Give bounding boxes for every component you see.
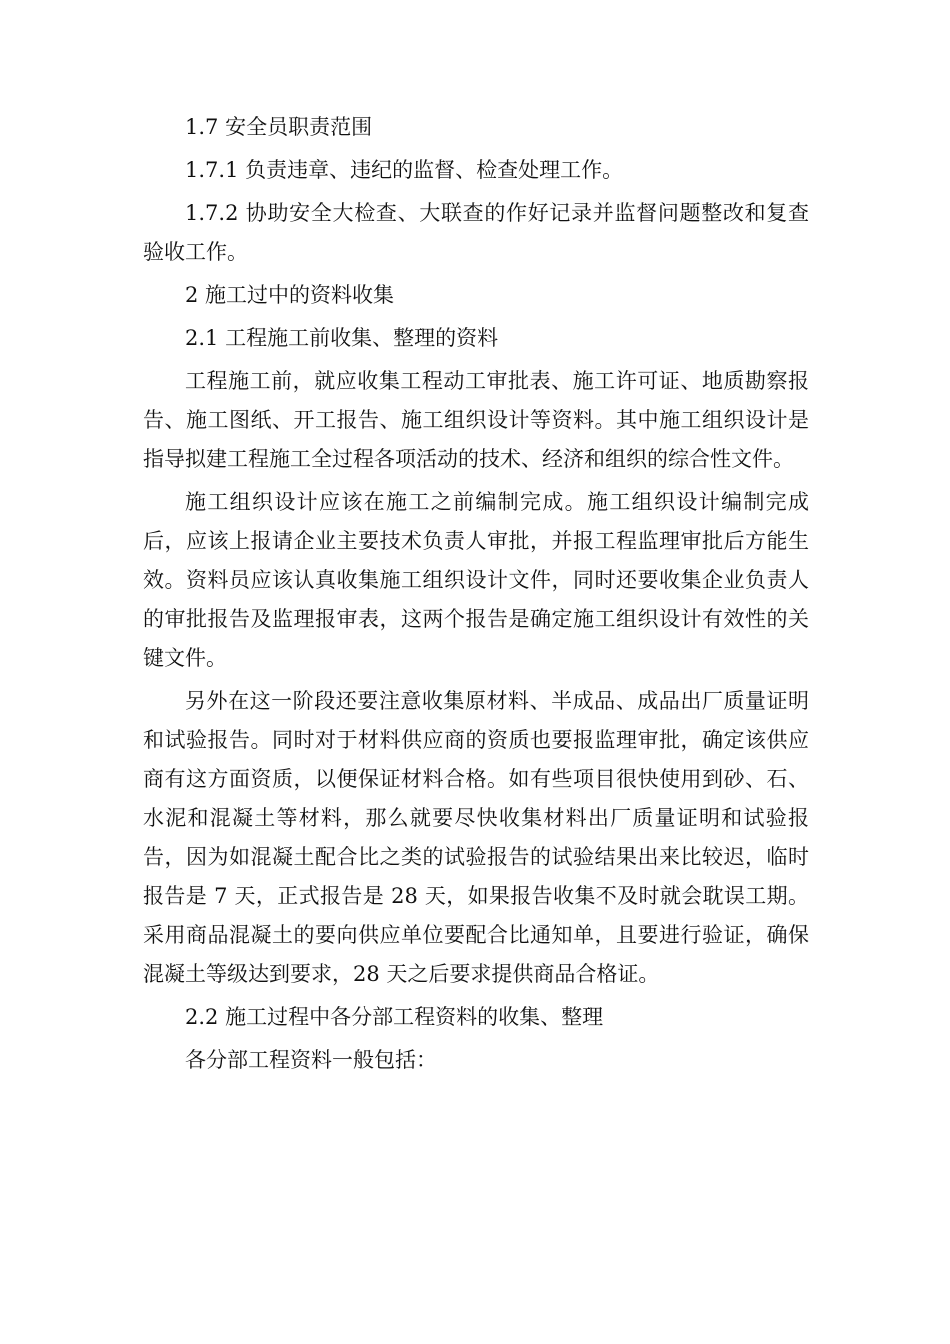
paragraph-subdivision-intro: 各分部工程资料一般包括： — [185, 1048, 437, 1072]
item-1-7-2: 1.7.2 协助安全大检查、大联查的作好记录并监督问题整改和复查验收工作。 — [143, 201, 809, 264]
heading-1-7: 1.7 安全员职责范围 — [185, 115, 373, 139]
item-1-7-1: 1.7.1 负责违章、违纪的监督、检查处理工作。 — [185, 158, 624, 182]
paragraph-materials: 另外在这一阶段还要注意收集原材料、半成品、成品出厂质量证明和试验报告。同时对于材料供应商的资质也要报监理审批，确定该供应商有这方面资质，以便保证材料合格。如有些项目很快使用到砂、石、水泥和混凝土等材料，那么就要尽快收集材料出厂质量证明和试验报告，因为如混凝土配合比之类的试验报告的试验结果出来比较迟，临时报告是 7 天，正式报告是 28 天，如果报告收集不及时就会耽误工期。采用商品混凝土的要向供应单位要配合比通知单，且要进行验证，确保混凝土等级达到要求，28 天之后要求提供商品合格证。 — [143, 689, 809, 986]
heading-2-2: 2.2 施工过程中各分部工程资料的收集、整理 — [185, 1005, 604, 1029]
heading-2-1: 2.1 工程施工前收集、整理的资料 — [185, 326, 499, 350]
heading-2: 2 施工过中的资料收集 — [185, 283, 395, 307]
paragraph-construction-design: 施工组织设计应该在施工之前编制完成。施工组织设计编制完成后，应该上报请企业主要技术负责人审批，并报工程监理审批后方能生效。资料员应该认真收集施工组织设计文件，同时还要收集企业负责人的审批报告及监理报审表，这两个报告是确定施工组织设计有效性的关键文件。 — [143, 490, 809, 670]
document-body — [143, 108, 809, 1080]
paragraph-pre-construction: 工程施工前，就应收集工程动工审批表、施工许可证、地质勘察报告、施工图纸、开工报告、施工组织设计等资料。其中施工组织设计是指导拟建工程施工全过程各项活动的技术、经济和组织的综合性文件。 — [143, 369, 809, 471]
